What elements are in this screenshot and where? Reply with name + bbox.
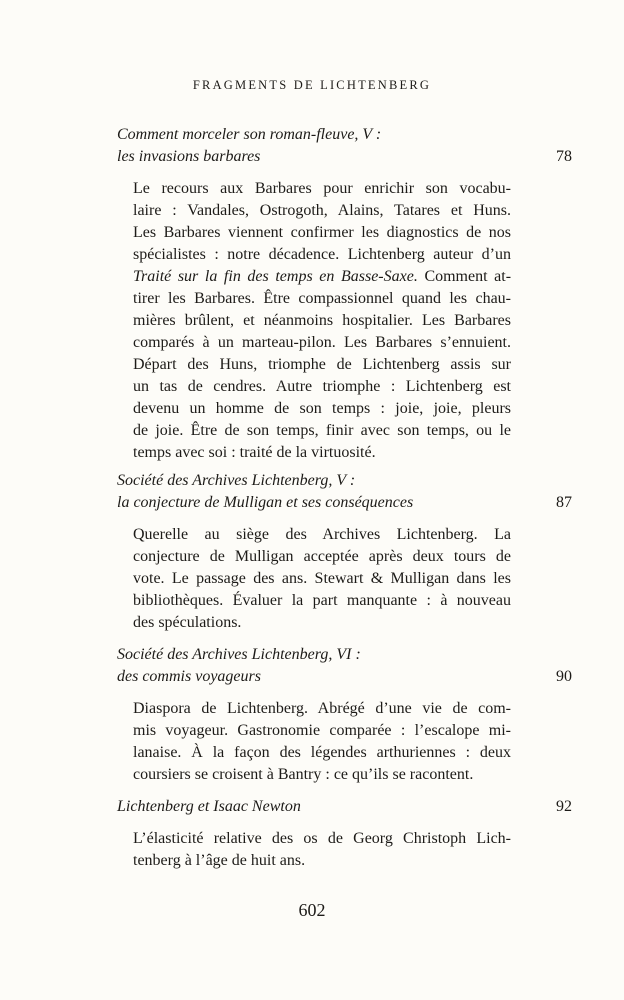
summary-line: lanaise. À la façon des légendes arthuriennes : deux [133, 744, 511, 761]
summary-line [133, 266, 511, 288]
entry-title-line: Lichtenberg et Isaac Newton [117, 798, 301, 815]
entry-title-line: des commis voyageurs [117, 668, 261, 685]
summary-line: Diaspora de Lichtenberg. Abrégé d’une vie de com- [133, 700, 511, 717]
summary-line: L’élasticité relative des os de Georg Christoph Lich- [133, 830, 511, 847]
toc-entry [117, 470, 572, 634]
summary-line: temps avec soi : traité de la virtuosité. [133, 444, 376, 461]
summary-line: tenberg à l’âge de huit ans. [133, 852, 306, 869]
summary-line: Départ des Huns, triomphe de Lichtenberg assis sur [133, 356, 511, 373]
summary-line: Querelle au siège des Archives Lichtenberg. La [133, 526, 511, 543]
summary-line: des spéculations. [133, 614, 242, 631]
entry-title-line: la conjecture de Mulligan et ses conséquences [117, 494, 414, 511]
entry-title-line: Comment morceler son roman-fleuve, V : [117, 126, 382, 143]
summary-line: mières brûlent, et néanmoins hospitalier. Les Barbares [133, 312, 511, 329]
entry-title [117, 124, 572, 168]
summary-line: un tas de cendres. Autre triomphe : Lichtenberg est [133, 378, 511, 395]
running-head: FRAGMENTS DE LICHTENBERG [192, 78, 432, 92]
entry-page-number: 92 [556, 798, 572, 815]
summary-line: devenu un homme de son temps : joie, joie, pleurs [133, 400, 511, 417]
summary-line: mis voyageur. Gastronomie comparée : l’escalope mi- [133, 722, 511, 739]
summary-line: spécialistes : notre décadence. Lichtenberg auteur d’un [133, 246, 511, 263]
entry-title [117, 796, 572, 818]
summary-line: coursiers se croisent à Bantry : ce qu’ils se racontent. [133, 766, 474, 783]
summary-line: comparés à un marteau-pilon. Les Barbares s’ennuient. [133, 334, 511, 351]
entry-summary [133, 698, 511, 786]
toc-entry [117, 124, 572, 464]
entry-summary [133, 524, 511, 634]
entry-title-line: les invasions barbares [117, 148, 261, 165]
summary-line: tirer les Barbares. Être compassionnel quand les chau- [133, 290, 511, 307]
entry-summary [133, 828, 511, 872]
entry-title-line: Société des Archives Lichtenberg, V : [117, 472, 356, 489]
book-title-italic: Traité sur la fin des temps en Basse-Saxe. [133, 268, 418, 285]
page-folio: 602 [298, 900, 326, 920]
summary-line: bibliothèques. Évaluer la part manquante : à nouveau [133, 592, 511, 609]
toc-entry [117, 644, 572, 786]
entry-summary [133, 178, 511, 464]
summary-line: Les Barbares viennent confirmer les diagnostics de nos [133, 224, 511, 241]
entry-title-line: Société des Archives Lichtenberg, VI : [117, 646, 361, 663]
entry-title [117, 470, 572, 514]
entry-page-number: 87 [556, 494, 572, 511]
entry-title [117, 644, 572, 688]
summary-line: Le recours aux Barbares pour enrichir son vocabu- [133, 180, 511, 197]
summary-line: vote. Le passage des ans. Stewart & Mulligan dans les [133, 570, 511, 587]
toc-entry [117, 796, 572, 872]
entry-page-number: 78 [556, 148, 572, 165]
summary-text: Comment at- [424, 268, 512, 285]
summary-line: conjecture de Mulligan acceptée après deux tours de [133, 548, 511, 565]
summary-line: laire : Vandales, Ostrogoth, Alains, Tatares et Huns. [133, 202, 511, 219]
entry-page-number: 90 [556, 668, 572, 685]
summary-line: de joie. Être de son temps, finir avec son temps, ou le [133, 422, 511, 439]
